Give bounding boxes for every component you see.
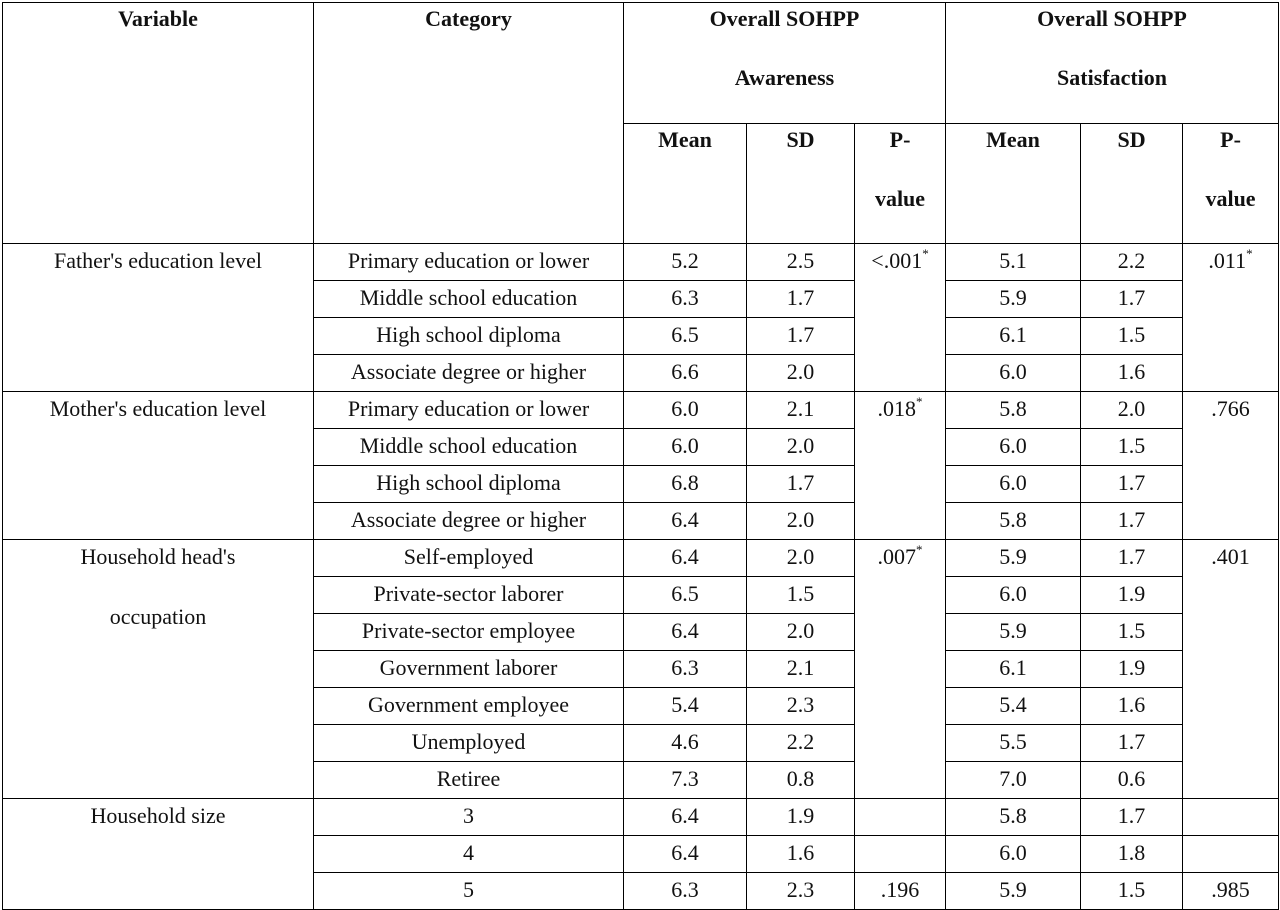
sat-sd-cell: 2.2: [1081, 244, 1183, 281]
category-cell: High school diploma: [314, 466, 624, 503]
category-cell: Primary education or lower: [314, 244, 624, 281]
sat-mean-cell: 6.0: [946, 355, 1081, 392]
sat-sd-cell: 1.7: [1081, 725, 1183, 762]
sat-mean-cell: 5.8: [946, 392, 1081, 429]
significance-marker: *: [922, 246, 929, 261]
aw-mean-cell: 6.3: [624, 281, 747, 318]
aw-pvalue-cell: .196: [855, 873, 946, 910]
sat-mean-cell: 5.5: [946, 725, 1081, 762]
category-cell: 4: [314, 836, 624, 873]
sat-mean-cell: 5.9: [946, 614, 1081, 651]
sat-sd-cell: 1.9: [1081, 651, 1183, 688]
aw-mean-cell: 6.3: [624, 873, 747, 910]
table-row: [3, 244, 1279, 281]
aw-sd-cell: 2.3: [747, 688, 855, 725]
aw-pvalue: <.001: [871, 248, 923, 273]
category-cell: Unemployed: [314, 725, 624, 762]
aw-mean-cell: 6.0: [624, 392, 747, 429]
aw-mean-cell: 5.4: [624, 688, 747, 725]
sat-pvalue-cell: [1183, 799, 1279, 836]
aw-mean-cell: 6.4: [624, 799, 747, 836]
sat-pvalue: .766: [1211, 396, 1250, 421]
sat-mean-cell: 6.1: [946, 651, 1081, 688]
sat-pvalue-cell: [1183, 540, 1279, 799]
sat-mean-cell: 6.0: [946, 836, 1081, 873]
variable-cell: [3, 540, 314, 799]
aw-pvalue-cell: [855, 392, 946, 540]
aw-mean-cell: 6.8: [624, 466, 747, 503]
sat-mean-cell: 7.0: [946, 762, 1081, 799]
sat-sd-cell: 0.6: [1081, 762, 1183, 799]
category-cell: Government employee: [314, 688, 624, 725]
header-sat-p-line2: value: [1205, 186, 1256, 211]
aw-sd-cell: 2.0: [747, 355, 855, 392]
aw-sd-cell: 2.1: [747, 651, 855, 688]
sat-sd-cell: 1.6: [1081, 355, 1183, 392]
aw-pvalue-cell: [855, 799, 946, 836]
category-cell: Primary education or lower: [314, 392, 624, 429]
header-sat-p-line1: P-: [1220, 127, 1241, 152]
aw-pvalue-cell: [855, 244, 946, 392]
sat-sd-cell: 1.5: [1081, 873, 1183, 910]
header-aw-pvalue: [855, 124, 946, 244]
aw-sd-cell: 2.5: [747, 244, 855, 281]
sat-sd-cell: 1.5: [1081, 318, 1183, 355]
aw-sd-cell: 2.1: [747, 392, 855, 429]
significance-marker: *: [916, 542, 923, 557]
category-cell: Associate degree or higher: [314, 355, 624, 392]
variable-line1: Household head's: [80, 544, 236, 569]
category-cell: Associate degree or higher: [314, 503, 624, 540]
table-row: [3, 540, 1279, 577]
sat-pvalue-cell: [1183, 836, 1279, 873]
aw-mean-cell: 6.4: [624, 836, 747, 873]
variable-cell: Father's education level: [3, 244, 314, 392]
aw-pvalue: .018: [877, 396, 916, 421]
aw-mean-cell: 6.5: [624, 318, 747, 355]
sat-sd-cell: 2.0: [1081, 392, 1183, 429]
header-sat-pvalue: [1183, 124, 1279, 244]
header-awareness-line1: Overall SOHPP: [709, 6, 860, 31]
aw-sd-cell: 1.5: [747, 577, 855, 614]
aw-sd-cell: 2.3: [747, 873, 855, 910]
aw-sd-cell: 1.7: [747, 466, 855, 503]
header-aw-p-line2: value: [874, 186, 926, 211]
aw-sd-cell: 1.9: [747, 799, 855, 836]
header-variable: Variable: [3, 3, 314, 244]
sat-sd-cell: 1.7: [1081, 466, 1183, 503]
category-cell: Self-employed: [314, 540, 624, 577]
aw-mean-cell: 6.3: [624, 651, 747, 688]
sat-pvalue-cell: .985: [1183, 873, 1279, 910]
aw-sd-cell: 1.6: [747, 836, 855, 873]
header-awareness: [624, 3, 946, 124]
header-awareness-line2: Awareness: [734, 65, 835, 90]
aw-pvalue-cell: [855, 836, 946, 873]
sat-mean-cell: 5.1: [946, 244, 1081, 281]
sat-sd-cell: 1.5: [1081, 614, 1183, 651]
sat-pvalue-cell: [1183, 392, 1279, 540]
sat-sd-cell: 1.5: [1081, 429, 1183, 466]
aw-mean-cell: 6.0: [624, 429, 747, 466]
sat-pvalue: .401: [1211, 544, 1250, 569]
sat-mean-cell: 6.0: [946, 429, 1081, 466]
sat-mean-cell: 5.9: [946, 540, 1081, 577]
category-cell: 5: [314, 873, 624, 910]
sat-mean-cell: 5.9: [946, 873, 1081, 910]
sat-pvalue: .011: [1208, 248, 1247, 273]
sat-mean-cell: 5.8: [946, 503, 1081, 540]
aw-sd-cell: 2.2: [747, 725, 855, 762]
aw-pvalue-cell: [855, 540, 946, 799]
aw-mean-cell: 6.4: [624, 614, 747, 651]
variable-cell: Mother's education level: [3, 392, 314, 540]
category-cell: Middle school education: [314, 429, 624, 466]
table-row: [3, 392, 1279, 429]
sat-sd-cell: 1.7: [1081, 281, 1183, 318]
sat-sd-cell: 1.9: [1081, 577, 1183, 614]
category-cell: Government laborer: [314, 651, 624, 688]
sat-sd-cell: 1.7: [1081, 540, 1183, 577]
category-cell: Middle school education: [314, 281, 624, 318]
header-aw-mean: Mean: [624, 124, 747, 244]
aw-sd-cell: 1.7: [747, 281, 855, 318]
aw-pvalue: .007: [877, 544, 916, 569]
sat-sd-cell: 1.7: [1081, 503, 1183, 540]
aw-sd-cell: 2.0: [747, 540, 855, 577]
sat-mean-cell: 6.0: [946, 577, 1081, 614]
results-table-container: [2, 2, 1278, 910]
category-cell: Private-sector laborer: [314, 577, 624, 614]
sat-sd-cell: 1.8: [1081, 836, 1183, 873]
sat-pvalue-cell: [1183, 244, 1279, 392]
sat-sd-cell: 1.7: [1081, 799, 1183, 836]
sat-mean-cell: 5.4: [946, 688, 1081, 725]
aw-mean-cell: 6.4: [624, 503, 747, 540]
category-cell: High school diploma: [314, 318, 624, 355]
aw-sd-cell: 0.8: [747, 762, 855, 799]
aw-mean-cell: 6.6: [624, 355, 747, 392]
results-table: [2, 2, 1279, 910]
category-cell: Retiree: [314, 762, 624, 799]
header-sat-sd: SD: [1081, 124, 1183, 244]
aw-mean-cell: 6.5: [624, 577, 747, 614]
aw-mean-cell: 5.2: [624, 244, 747, 281]
aw-sd-cell: 1.7: [747, 318, 855, 355]
sat-mean-cell: 5.8: [946, 799, 1081, 836]
header-satisfaction-line1: Overall SOHPP: [1037, 6, 1187, 31]
sat-sd-cell: 1.6: [1081, 688, 1183, 725]
aw-mean-cell: 7.3: [624, 762, 747, 799]
aw-sd-cell: 2.0: [747, 429, 855, 466]
header-aw-sd: SD: [747, 124, 855, 244]
sat-mean-cell: 6.0: [946, 466, 1081, 503]
aw-sd-cell: 2.0: [747, 503, 855, 540]
category-cell: 3: [314, 799, 624, 836]
aw-mean-cell: 4.6: [624, 725, 747, 762]
header-category: Category: [314, 3, 624, 244]
significance-marker: *: [1246, 246, 1253, 261]
sat-mean-cell: 5.9: [946, 281, 1081, 318]
header-sat-mean: Mean: [946, 124, 1081, 244]
category-cell: Private-sector employee: [314, 614, 624, 651]
significance-marker: *: [916, 394, 923, 409]
header-aw-p-line1: P-: [889, 127, 911, 152]
header-satisfaction-line2: Satisfaction: [1057, 65, 1168, 90]
variable-cell: Household size: [3, 799, 314, 910]
table-row: [3, 799, 1279, 836]
header-satisfaction: [946, 3, 1279, 124]
sat-mean-cell: 6.1: [946, 318, 1081, 355]
aw-sd-cell: 2.0: [747, 614, 855, 651]
aw-mean-cell: 6.4: [624, 540, 747, 577]
variable-line2: occupation: [109, 604, 207, 629]
